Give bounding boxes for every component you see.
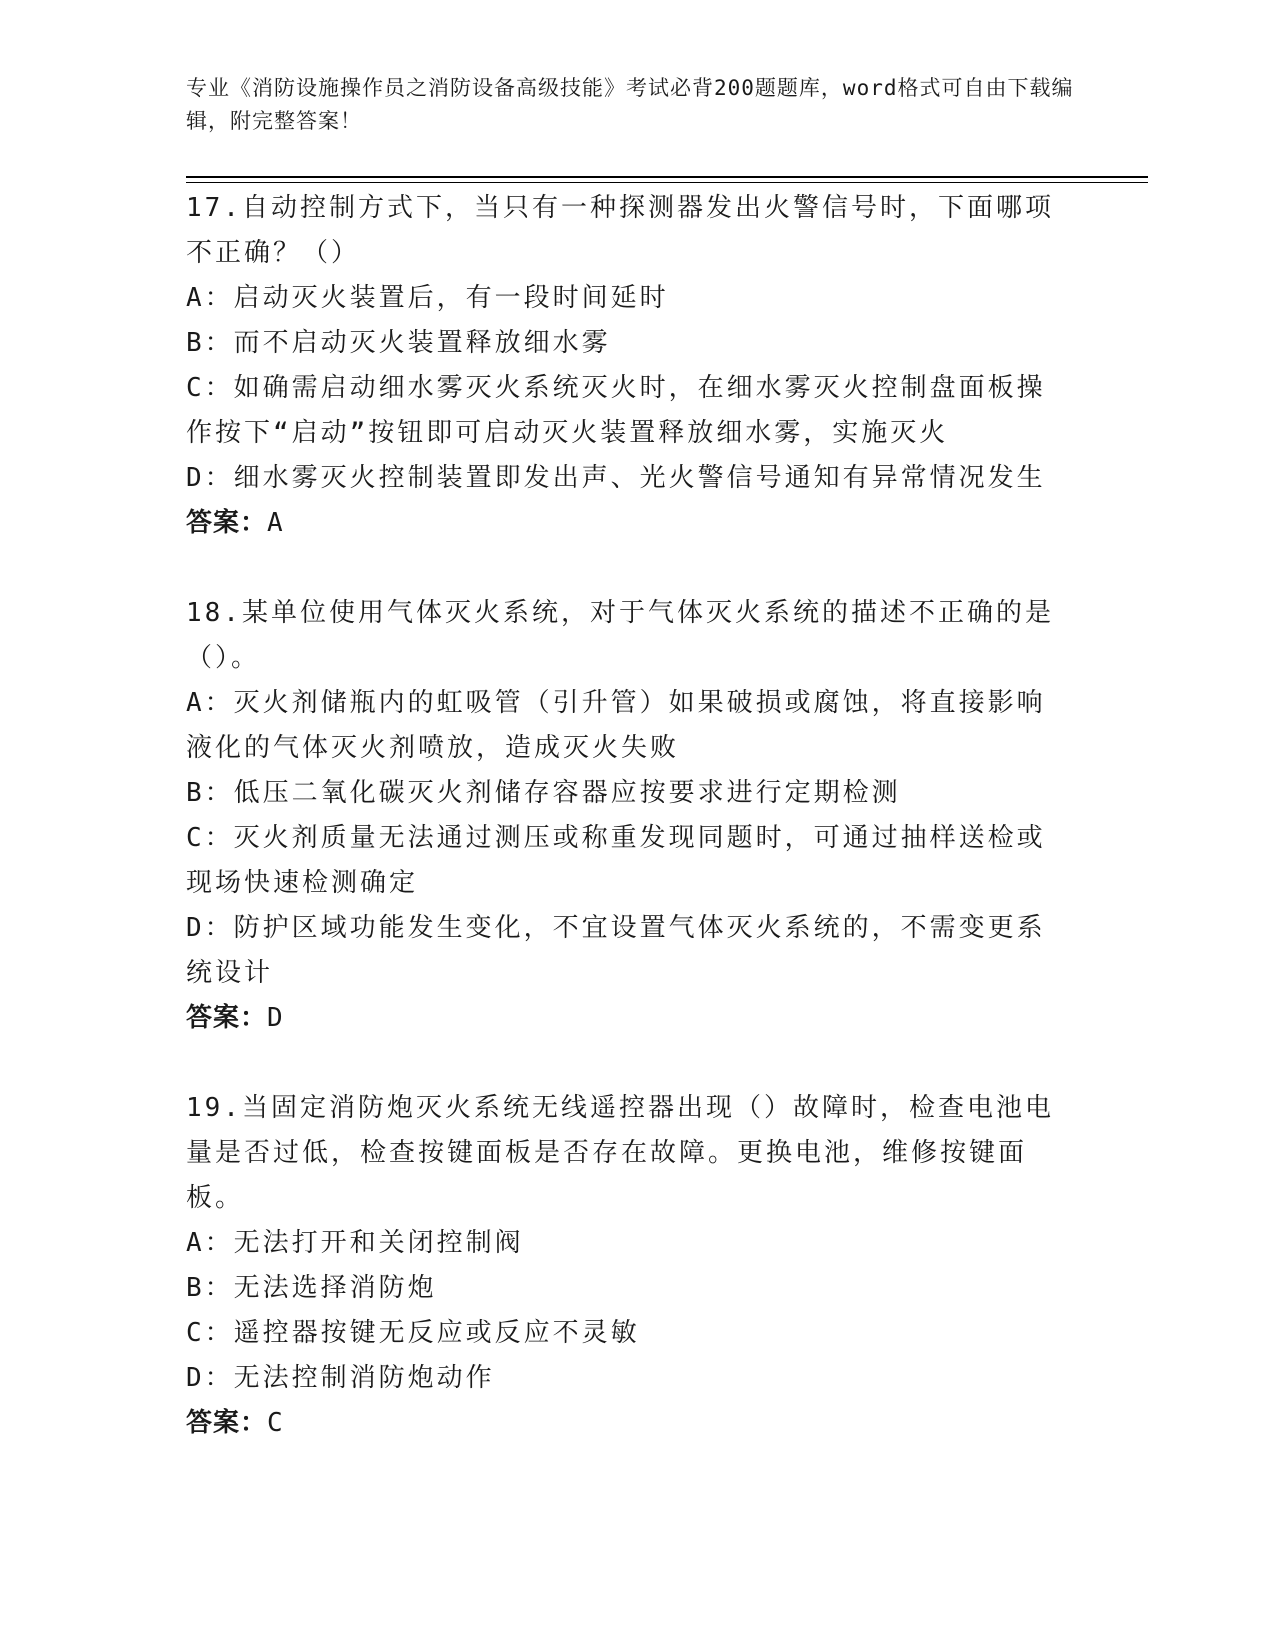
option-b: B：无法选择消防炮 <box>186 1273 437 1303</box>
question-18 <box>186 591 1068 1041</box>
option-c: C：遥控器按键无反应或反应不灵敏 <box>186 1318 640 1348</box>
option-d: D：无法控制消防炮动作 <box>186 1363 495 1393</box>
answer-value: A <box>267 508 284 538</box>
header-divider <box>186 176 1148 178</box>
answer-label: 答案： <box>186 508 268 538</box>
question-19 <box>186 1086 1068 1446</box>
answer-label: 答案： <box>186 1408 268 1438</box>
option-a: A：灭火剂储瓶内的虹吸管（引升管）如果破损或腐蚀，将直接影响液化的气体灭火剂喷放，造成灭火失败 <box>186 688 1046 763</box>
answer-value: C <box>267 1408 284 1438</box>
question-text: 17.自动控制方式下，当只有一种探测器发出火警信号时，下面哪项不正确？（） <box>186 193 1054 268</box>
question-text: 18.某单位使用气体灭火系统，对于气体灭火系统的描述不正确的是（）。 <box>186 598 1054 673</box>
option-b: B：低压二氧化碳灭火剂储存容器应按要求进行定期检测 <box>186 778 901 808</box>
answer-line <box>186 1401 1068 1446</box>
question-text: 19.当固定消防炮灭火系统无线遥控器出现（）故障时，检查电池电量是否过低，检查按键面板是否存在故障。更换电池，维修按键面板。 <box>186 1093 1054 1213</box>
option-a: A：启动灭火装置后，有一段时间延时 <box>186 283 669 313</box>
header-divider-thin <box>186 182 1148 183</box>
option-d: D：细水雾灭火控制装置即发出声、光火警信号通知有异常情况发生 <box>186 463 1046 493</box>
option-c: C：灭火剂质量无法通过测压或称重发现同题时，可通过抽样送检或现场快速检测确定 <box>186 823 1046 898</box>
answer-label: 答案： <box>186 1003 268 1033</box>
option-c: C：如确需启动细水雾灭火系统灭火时，在细水雾灭火控制盘面板操作按下“启动”按钮即可启动灭火装置释放细水雾，实施灭火 <box>186 373 1046 448</box>
option-b: B：而不启动灭火装置释放细水雾 <box>186 328 611 358</box>
document-header: 专业《消防设施操作员之消防设备高级技能》考试必背200题题库，word格式可自由下载编辑，附完整答案！ <box>186 76 1074 133</box>
option-a: A：无法打开和关闭控制阀 <box>186 1228 524 1258</box>
option-d: D：防护区域功能发生变化，不宜设置气体灭火系统的，不需变更系统设计 <box>186 913 1046 988</box>
question-17 <box>186 186 1068 546</box>
answer-value: D <box>267 1003 284 1033</box>
question-list <box>186 186 1068 1446</box>
answer-line <box>186 996 1068 1041</box>
answer-line <box>186 501 1068 546</box>
